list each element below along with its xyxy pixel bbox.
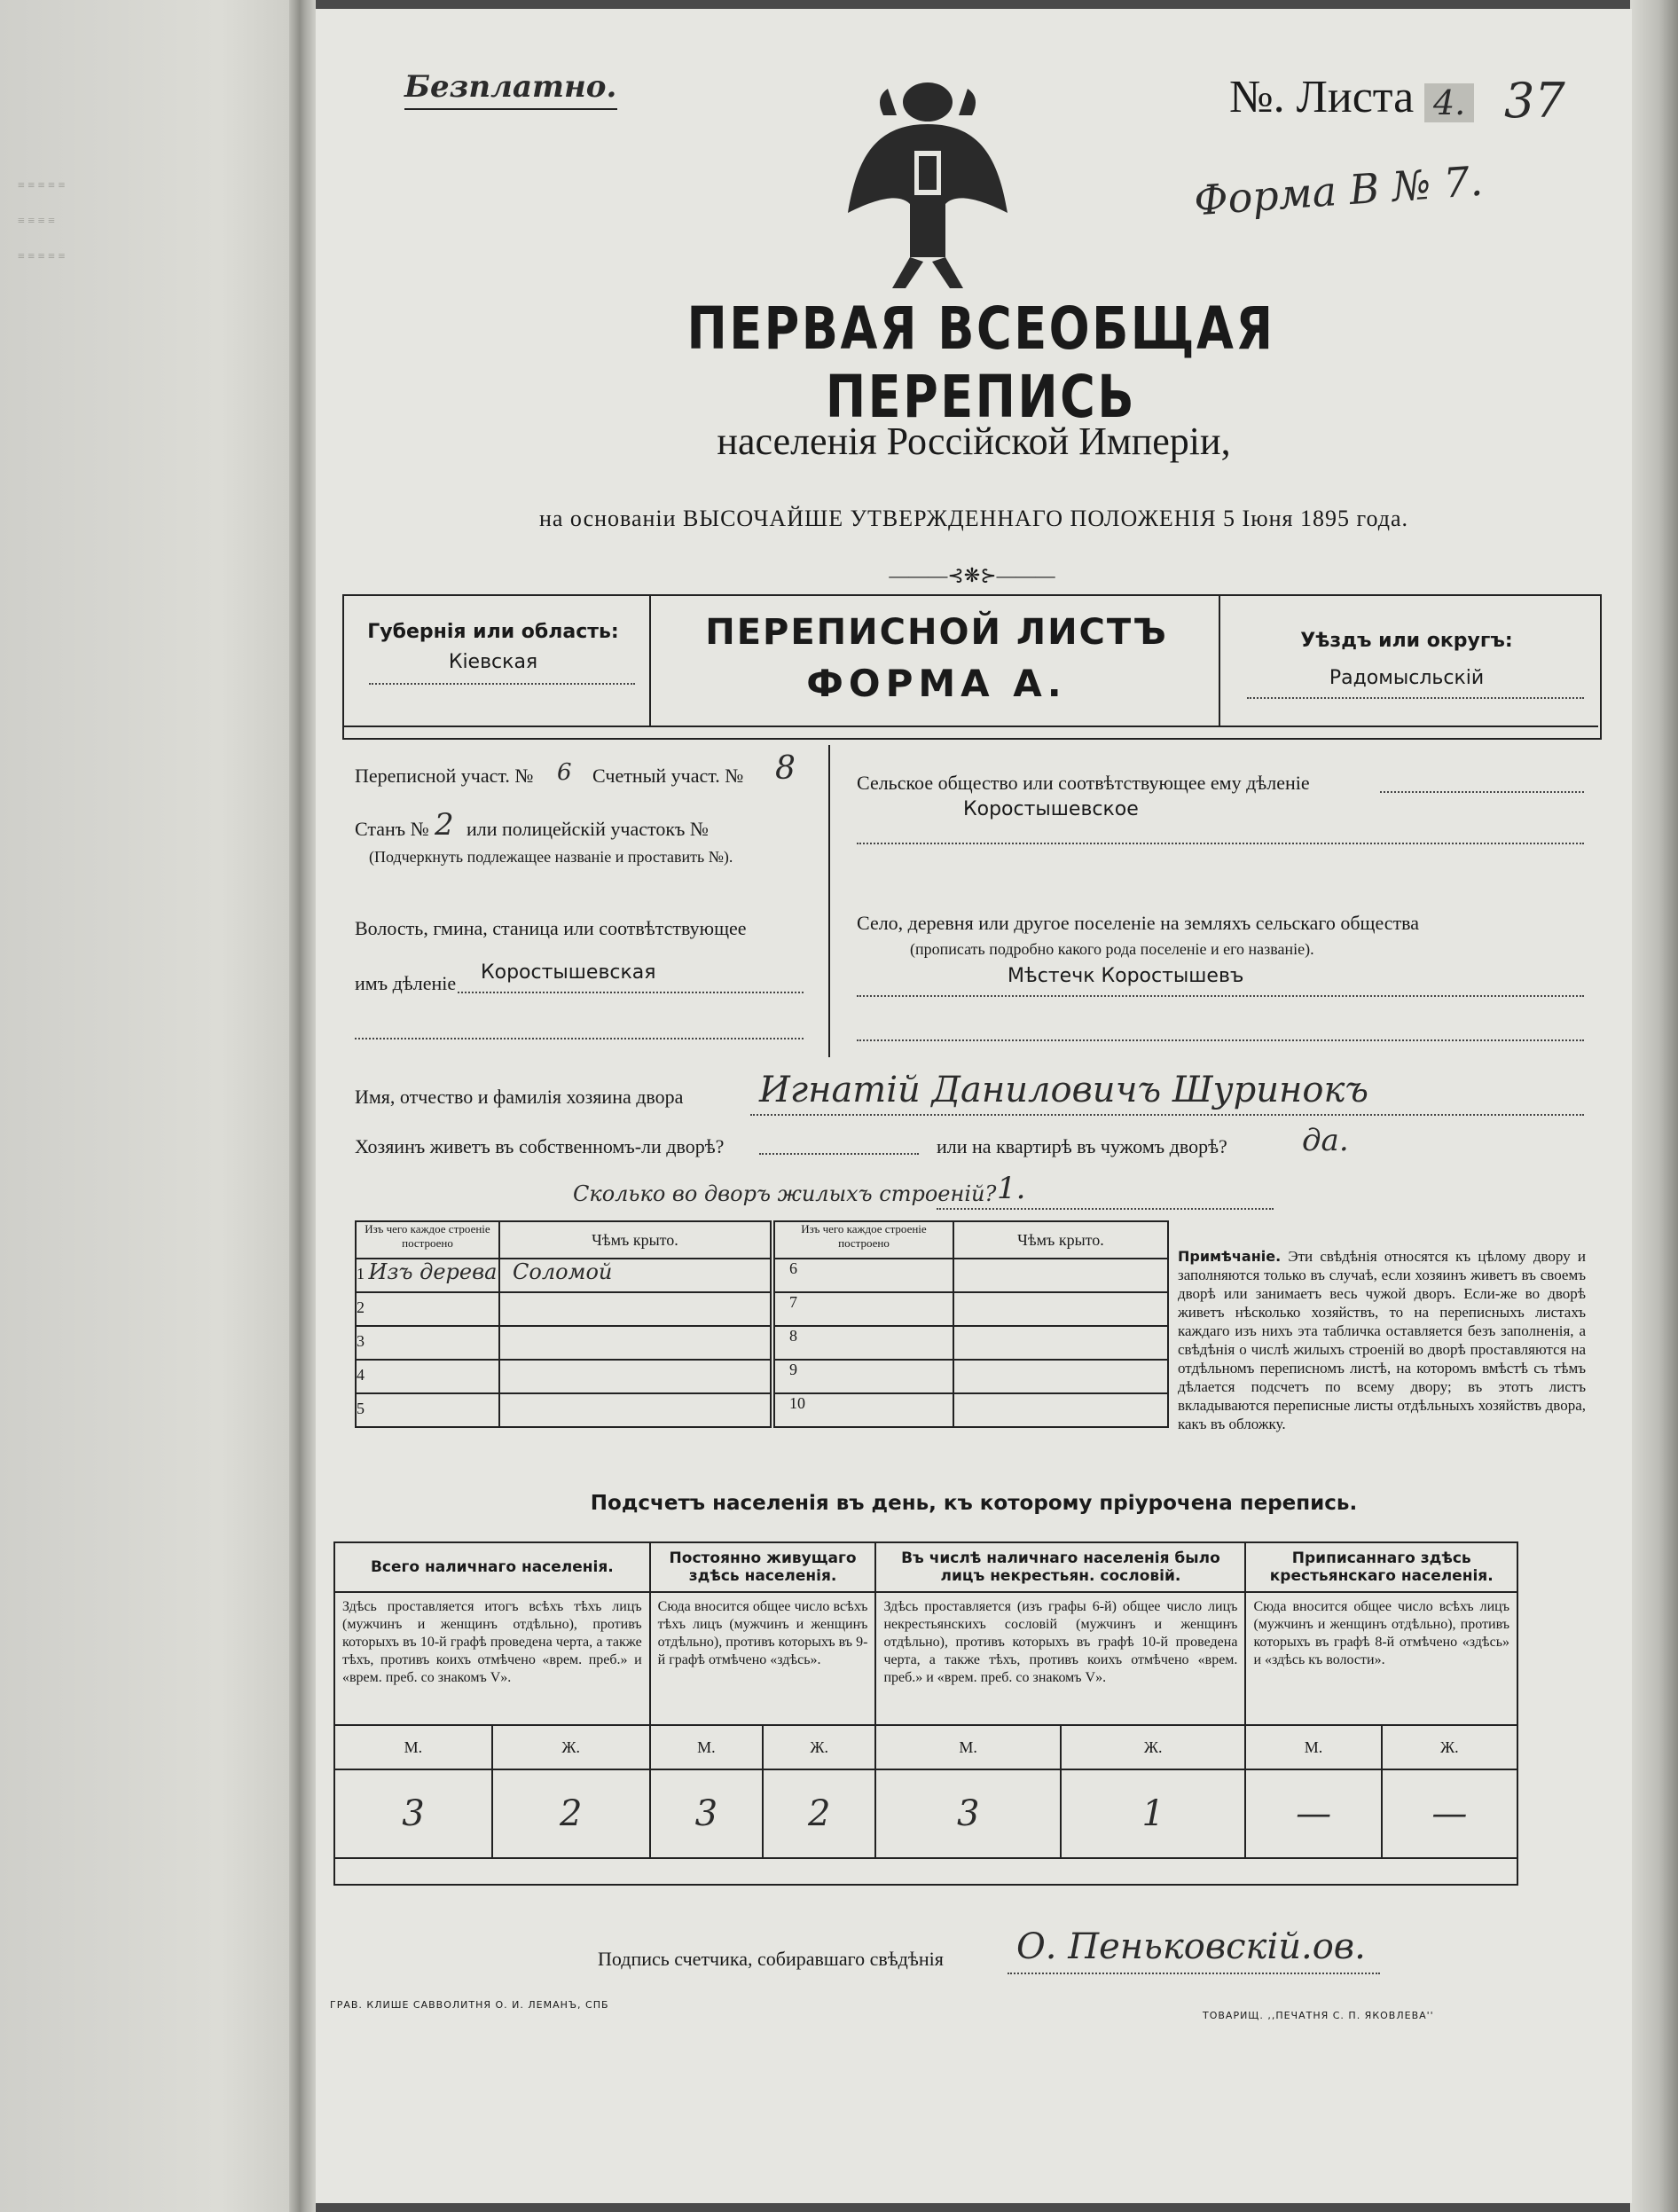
row-number: 5 [357, 1400, 365, 1417]
female-header: Ж. [763, 1725, 875, 1769]
buildings-row [356, 1259, 771, 1292]
female-header: Ж. [492, 1725, 650, 1769]
male-count: — [1245, 1769, 1381, 1858]
signature-value: О. Пеньковскій.ов. [1016, 1926, 1366, 1967]
owner-name-label: Имя, отчество и фамилія хозяина двора [355, 1086, 684, 1108]
buildings-row [356, 1292, 771, 1326]
volost-label: Волость, гмина, станица или соотвѣтствующее [355, 917, 747, 939]
female-count: 2 [763, 1769, 875, 1858]
female-header: Ж. [1382, 1725, 1517, 1769]
census-section-value: 6 [557, 759, 572, 786]
row-number: 3 [357, 1332, 365, 1350]
male-header: М. [1245, 1725, 1381, 1769]
note-title: Примѣчаніе. [1178, 1248, 1282, 1265]
buildings-row [774, 1292, 1168, 1326]
female-header: Ж. [1061, 1725, 1246, 1769]
male-count: 3 [875, 1769, 1060, 1858]
roof-value [953, 1326, 1168, 1360]
census-form-page [316, 9, 1632, 2203]
roof-value [953, 1292, 1168, 1326]
ghost-text: ≡ ≡ ≡ ≡ ≡ [18, 250, 66, 263]
row-number: 4 [357, 1366, 365, 1384]
stan-label: Станъ № [355, 818, 429, 840]
female-count: 2 [492, 1769, 650, 1858]
province-label: Губернія или область: [367, 621, 619, 643]
footer-left-imprint: ГРАВ. КЛИШЕ САВВОЛИТНЯ О. И. ЛЕМАНЪ, СПБ [330, 1999, 609, 2011]
male-count: 3 [334, 1769, 492, 1858]
population-table-bottom [334, 1858, 1517, 1885]
buildings-row-material [356, 1292, 499, 1326]
row-number: 8 [774, 1326, 953, 1360]
book-spine [289, 0, 316, 2212]
female-count: 1 [1061, 1769, 1246, 1858]
owner-lives-value: да. [1302, 1123, 1349, 1158]
row-number: 7 [774, 1292, 953, 1326]
buildings-col-material-header: Изъ чего каждое строеніе построено [774, 1221, 953, 1259]
population-column-description: Здѣсь проставляется (изъ графы 6-й) общее число лицъ некрестьянскихъ сословій (мужчинъ и женщинъ отдѣльно), противъ которыхъ въ графѣ 10-й проведена черта, а также тѣхъ, противъ коихъ отмѣчено «врем. преб.» и «врем. преб. со знакомъ V». [875, 1592, 1245, 1725]
population-column-description: Сюда вносится общее число всѣхъ тѣхъ лицъ (мужчинъ и женщинъ отдѣльно), противъ которыхъ въ 9-й графѣ отмѣчено «здѣсь». [650, 1592, 876, 1725]
roof-value [953, 1393, 1168, 1427]
society-value: Коростышевское [963, 798, 1139, 820]
row-number: 6 [774, 1259, 953, 1292]
page-subtitle: населенія Россійской Имперіи, [717, 420, 1231, 463]
settlement-label: Село, деревня или другое поселеніе на земляхъ сельскаго общества [857, 912, 1420, 934]
page-edges [1630, 0, 1678, 2212]
buildings-row [356, 1326, 771, 1360]
ornament-divider: ———⊰❋⊱——— [889, 564, 1055, 586]
district-value: Радомысльскій [1329, 667, 1485, 689]
legal-basis: на основаніи ВЫСОЧАЙШЕ УТВЕРЖДЕННАГО ПОЛОЖЕНІЯ 5 Іюня 1895 года. [538, 506, 1409, 531]
buildings-note [1178, 1247, 1586, 1433]
district-label: Уѣздъ или округъ: [1300, 630, 1513, 652]
buildings-row-material [356, 1393, 499, 1427]
buildings-table-right [773, 1220, 1169, 1428]
male-header: М. [650, 1725, 763, 1769]
signature-label: Подпись счетчика, собиравшаго свѣдѣнія [598, 1948, 944, 1970]
population-column-description: Здѣсь проставляется итогъ всѣхъ тѣхъ лицъ (мужчинъ и женщинъ отдѣльно), противъ которыхъ въ 10-й графѣ проведена черта, а также тѣхъ, противъ коихъ отмѣчено «врем. преб.» и «врем. преб. со знакомъ V». [334, 1592, 650, 1725]
male-header: М. [875, 1725, 1060, 1769]
roof-value [953, 1360, 1168, 1393]
population-column-title: Въ числѣ наличнаго населенія было лицъ некрестьян. сословій. [875, 1542, 1245, 1592]
sheet-number-extra: 37 [1504, 73, 1565, 129]
owner-name-value: Игнатій Даниловичъ Шуринокъ [759, 1070, 1369, 1110]
buildings-row [774, 1326, 1168, 1360]
footer-right-imprint: ТОВАРИЩ. ,,ПЕЧАТНЯ С. П. ЯКОВЛЕВА'' [1203, 2010, 1434, 2021]
buildings-row [774, 1360, 1168, 1393]
row-number: 1 [357, 1265, 365, 1282]
stan-hint: (Подчеркнуть подлежащее названіе и проставить №). [369, 848, 733, 866]
buildings-count-label: Сколько во дворъ жилыхъ строеній? [573, 1181, 997, 1206]
roof-value [499, 1393, 771, 1427]
female-count: — [1382, 1769, 1517, 1858]
population-heading: Подсчетъ населенія въ день, къ которому пріурочена перепись. [590, 1492, 1358, 1515]
population-column-description: Сюда вносится общее число всѣхъ лицъ (мужчинъ и женщинъ отдѣльно), противъ которыхъ въ графѣ 8-й отмѣчено «здѣсь» и «здѣсь къ волости». [1245, 1592, 1517, 1725]
form-title: ФОРМА А. [806, 662, 1067, 705]
roof-value: Соломой [499, 1259, 771, 1292]
count-section-label: Счетный участ. № [592, 765, 744, 787]
ghost-text: ≡ ≡ ≡ ≡ [18, 215, 56, 228]
buildings-col-roof-header: Чѣмъ крыто. [499, 1221, 771, 1259]
census-section-label: Переписной участ. № [355, 765, 534, 787]
volost-label-2: имъ дѣленіе [355, 972, 457, 994]
roof-value [953, 1259, 1168, 1292]
page-title: ПЕРВАЯ ВСЕОБЩАЯ ПЕРЕПИСЬ [686, 294, 1275, 431]
buildings-row [356, 1360, 771, 1393]
buildings-row [356, 1393, 771, 1427]
buildings-col-roof-header: Чѣмъ крыто. [953, 1221, 1168, 1259]
owner-lives-label: Хозяинъ живетъ въ собственномъ-ли дворѣ? [355, 1135, 725, 1157]
row-number: 9 [774, 1360, 953, 1393]
roof-value [499, 1360, 771, 1393]
male-header: М. [334, 1725, 492, 1769]
row-number: 2 [357, 1298, 365, 1316]
free-label: Безплатно. [404, 69, 617, 105]
population-table [333, 1541, 1518, 1886]
buildings-table-left [355, 1220, 772, 1428]
sheet-title: ПЕРЕПИСНОЙ ЛИСТЪ [705, 612, 1168, 653]
previous-page [0, 0, 315, 2212]
stan-value: 2 [435, 807, 454, 843]
owner-lives-or-label: или на квартирѣ въ чужомъ дворѣ? [937, 1135, 1227, 1157]
buildings-row [774, 1259, 1168, 1292]
buildings-row-material [356, 1360, 499, 1393]
count-section-value: 8 [775, 750, 796, 787]
buildings-row-material [356, 1326, 499, 1360]
sheet-number-label: №. Листа [1229, 72, 1415, 122]
roof-value [499, 1292, 771, 1326]
settlement-hint: (прописать подробно какого рода поселеніе и его названіе). [910, 940, 1314, 958]
society-label: Сельское общество или соотвѣтствующее ему дѣленіе [857, 772, 1310, 794]
population-column-title: Постоянно живущаго здѣсь населенія. [650, 1542, 876, 1592]
row-number: 10 [774, 1393, 953, 1427]
province-value: Кіевская [448, 651, 538, 673]
buildings-count-value: 1. [997, 1171, 1026, 1206]
male-count: 3 [650, 1769, 763, 1858]
volost-value: Коростышевская [481, 961, 656, 984]
population-column-title: Приписаннаго здѣсь крестьянскаго населенія. [1245, 1542, 1517, 1592]
buildings-row [774, 1393, 1168, 1427]
stan-or-label: или полицейскій участокъ № [467, 818, 709, 840]
sheet-number-value: 4. [1424, 83, 1474, 122]
double-headed-eagle-emblem [839, 62, 1016, 293]
form-note: Форма В № 7. [1192, 156, 1485, 225]
material-value: Изъ дерева [368, 1259, 498, 1284]
buildings-col-material-header: Изъ чего каждое строеніе построено [356, 1221, 499, 1259]
population-column-title: Всего наличнаго населенія. [334, 1542, 650, 1592]
settlement-value: Мѣстечк Коростышевъ [1008, 965, 1244, 987]
ghost-text: ≡ ≡ ≡ ≡ ≡ [18, 179, 66, 192]
note-text: Эти свѣдѣнія относятся къ цѣлому двору и заполняются только въ случаѣ, если хозяинъ живетъ въ своемъ дворѣ или занимаетъ весь чужой дворъ. Если-же во дворѣ живетъ нѣсколько хозяйствъ, то на переписныхъ листахъ каждаго изъ нихъ эта табличка оставляется безъ заполненія, а свѣдѣнія о числѣ жилыхъ строеній во дворѣ проставляются на отдѣльномъ переписномъ листѣ, на которомъ вмѣстѣ съ тѣмъ дѣлается подсчетъ по всему двору; въ этотъ листъ вкладываются переписные листы отдѣльныхъ хозяйствъ двора, какъ въ обложку. [1178, 1248, 1587, 1432]
buildings-row-material [356, 1259, 499, 1292]
roof-value [499, 1326, 771, 1360]
